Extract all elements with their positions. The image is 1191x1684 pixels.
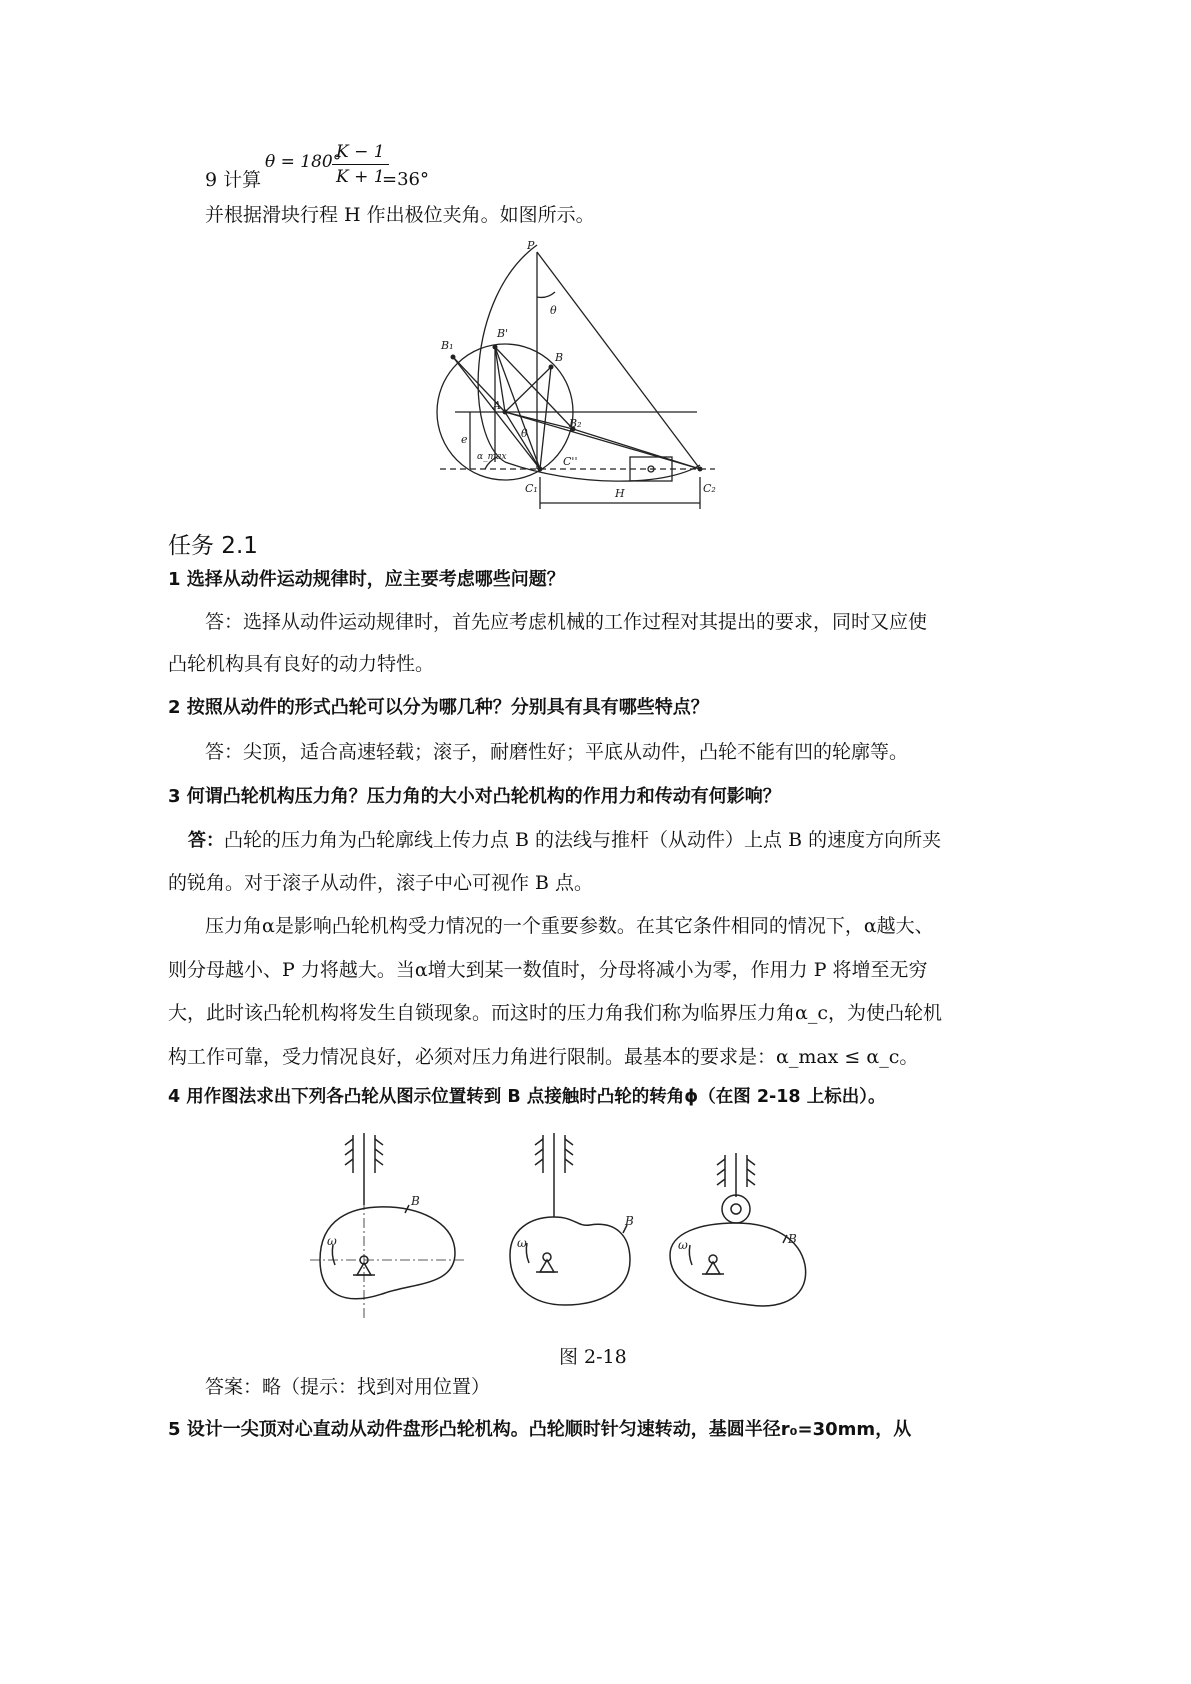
label-Bprime: B' bbox=[497, 327, 509, 340]
label-B: B bbox=[555, 351, 564, 364]
label-P: P bbox=[527, 239, 535, 252]
label-B2: B₂ bbox=[569, 417, 582, 430]
cam-3 bbox=[670, 1153, 806, 1306]
label-Cpp: C'' bbox=[563, 455, 578, 468]
label-C1: C₁ bbox=[525, 482, 538, 495]
formula-numerator: K − 1 bbox=[332, 140, 389, 165]
answer-1-line2: 凸轮机构具有良好的动力特性。 bbox=[168, 653, 435, 675]
label-B1: B₁ bbox=[441, 339, 454, 352]
question-5: 5 设计一尖顶对心直动从动件盘形凸轮机构。凸轮顺时针匀速转动，基圆半径r₀=30mm，从 bbox=[168, 1419, 912, 1440]
label-e: e bbox=[461, 433, 468, 446]
question-2: 2 按照从动件的形式凸轮可以分为哪几种？分别具有具有哪些特点？ bbox=[168, 697, 709, 718]
figure-caption: 图 2-18 bbox=[559, 1346, 627, 1368]
cam-1 bbox=[310, 1133, 465, 1320]
label-theta-top: θ bbox=[550, 304, 557, 317]
answer-4: 答案：略（提示：找到对用位置） bbox=[205, 1376, 491, 1398]
answer-3-para2-line3: 大，此时该凸轮机构将发生自锁现象。而这时的压力角我们称为临界压力角α_c，为使凸轮机 bbox=[168, 1002, 942, 1024]
answer-3-line2: 的锐角。对于滚子从动件，滚子中心可视作 B 点。 bbox=[168, 872, 594, 894]
label-theta-mid: θ bbox=[521, 427, 528, 440]
cam-figures bbox=[305, 1125, 825, 1335]
label-alpha: α_max bbox=[477, 452, 507, 462]
answer-3-para2-line2: 则分母越小、P 力将越大。当α增大到某一数值时，分母将减小为零，作用力 P 将增至无穷 bbox=[168, 959, 928, 981]
cam1-label-B: B bbox=[411, 1194, 420, 1208]
answer-2: 答：尖顶，适合高速轻载；滚子，耐磨性好；平底从动件，凸轮不能有凹的轮廓等。 bbox=[205, 741, 909, 763]
formula-prefix: 9 计算 bbox=[205, 169, 262, 191]
answer-1-line1: 答：选择从动件运动规律时，首先应考虑机械的工作过程对其提出的要求，同时又应使 bbox=[205, 611, 928, 633]
cam-2 bbox=[510, 1133, 630, 1305]
answer-3-para2-line1: 压力角α是影响凸轮机构受力情况的一个重要参数。在其它条件相同的情况下，α越大、 bbox=[205, 915, 934, 937]
label-H: H bbox=[615, 487, 625, 500]
answer-3-text: 凸轮的压力角为凸轮廓线上传力点 B 的法线与推杆（从动件）上点 B 的速度方向所夹 bbox=[224, 829, 942, 851]
answer-3-label: 答： bbox=[188, 830, 224, 851]
formula-denominator: K + 1 bbox=[336, 167, 385, 187]
cam2-label-omega: ω bbox=[517, 1236, 527, 1250]
formula-fraction bbox=[332, 140, 389, 189]
question-1: 1 选择从动件运动规律时，应主要考虑哪些问题？ bbox=[168, 569, 565, 590]
section-title: 任务 2.1 bbox=[168, 533, 258, 559]
cam3-label-B: B bbox=[788, 1232, 797, 1246]
answer-3-para2-line4: 构工作可靠，受力情况良好，必须对压力角进行限制。最基本的要求是：α_max ≤ α_c。 bbox=[168, 1046, 919, 1068]
label-C2: C₂ bbox=[703, 482, 716, 495]
cam3-label-omega: ω bbox=[678, 1238, 688, 1252]
arc-bottom bbox=[505, 462, 700, 481]
crank-slider-diagram bbox=[425, 237, 725, 512]
arc-left bbox=[478, 245, 537, 462]
cam1-label-omega: ω bbox=[327, 1234, 337, 1248]
answer-3-line1 bbox=[188, 828, 941, 853]
question-4: 4 用作图法求出下列各凸轮从图示位置转到 B 点接触时凸轮的转角ϕ（在图 2-18 上标出）。 bbox=[168, 1087, 886, 1107]
text-after-formula: 并根据滑块行程 H 作出极位夹角。如图所示。 bbox=[205, 204, 595, 226]
formula-result: =36° bbox=[382, 169, 429, 190]
question-3: 3 何谓凸轮机构压力角？压力角的大小对凸轮机构的作用力和传动有何影响？ bbox=[168, 786, 781, 807]
formula-lhs: θ = 180° bbox=[265, 152, 342, 172]
cam2-label-B: B bbox=[625, 1214, 634, 1228]
label-A: A bbox=[493, 399, 501, 412]
